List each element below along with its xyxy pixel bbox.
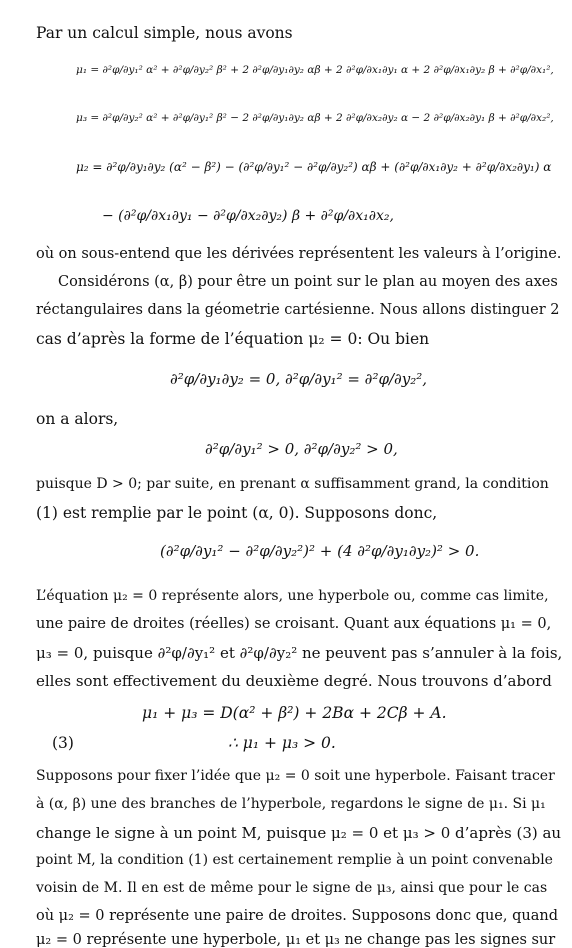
paragraph-consider-line2: réctangulaires dans la géometrie cartésienne. Nous allons distinguer 2 (36, 302, 560, 318)
equation-mu2-line1: μ₂ = ∂²φ/∂y₁∂y₂ (α² − β²) − (∂²φ/∂y₁² − ∂²φ/∂y₂²) αβ + (∂²φ/∂x₁∂y₂ + ∂²φ/∂x₂∂y₁) α (76, 160, 552, 174)
paragraph-consider-line1: Considérons (α, β) pour être un point sur le plan au moyen des axes (58, 274, 558, 290)
paragraph-hyperbola-line4: elles sont effectivement du deuxième degré. Nous trouvons d’abord (36, 672, 552, 690)
paragraph-since-line1: puisque D > 0; par suite, en prenant α suffisamment grand, la condition (36, 476, 549, 492)
paragraph-suppose-line6: où μ₂ = 0 représente une paire de droites. Supposons donc que, quand (36, 908, 558, 924)
equation-mu2-line2: − (∂²φ/∂x₁∂y₁ − ∂²φ/∂x₂∂y₂) β + ∂²φ/∂x₁∂x₂, (102, 208, 394, 224)
paragraph-since-line2: (1) est remplie par le point (α, 0). Supposons donc, (36, 504, 438, 522)
paragraph-suppose-line4: point M, la condition (1) est certainement remplie à un point convenable (36, 852, 553, 868)
equation-mu3: μ₃ = ∂²φ/∂y₂² α² + ∂²φ/∂y₁² β² − 2 ∂²φ/∂y₁∂y₂ αβ + 2 ∂²φ/∂x₂∂y₂ α − 2 ∂²φ/∂x₂∂y₁ β + ∂²φ/∂x₂², (76, 112, 554, 124)
equation-3: ∴ μ₁ + μ₃ > 0. (228, 734, 336, 752)
equation-case1: ∂²φ/∂y₁∂y₂ = 0, ∂²φ/∂y₁² = ∂²φ/∂y₂², (170, 370, 428, 388)
paragraph-suppose-line3: change le signe à un point M, puisque μ₂ = 0 et μ₃ > 0 d’après (3) au (36, 824, 562, 842)
paragraph-suppose-line2: à (α, β) une des branches de l’hyperbole, regardons le signe de μ₁. Si μ₁ (36, 796, 546, 812)
paragraph-consider-line3: cas d’après la forme de l’équation μ₂ = 0: Ou bien (36, 330, 430, 348)
paragraph-hyperbola-line3: μ₃ = 0, puisque ∂²φ/∂y₁² et ∂²φ/∂y₂² ne peuvent pas s’annuler à la fois, (36, 644, 563, 662)
paragraph-then: on a alors, (36, 410, 119, 428)
equation-sum: μ₁ + μ₃ = D(α² + β²) + 2Bα + 2Cβ + A. (142, 704, 447, 722)
paragraph-hyperbola-line2: une paire de droites (réelles) se croisant. Quant aux équations μ₁ = 0, (36, 616, 552, 632)
paragraph-intro: Par un calcul simple, nous avons (36, 24, 293, 42)
equation-label-3: (3) (52, 734, 74, 752)
paragraph-suppose-line7: μ₂ = 0 représente une hyperbole, μ₁ et μ₃ ne change pas les signes sur (36, 932, 556, 948)
equation-case2: ∂²φ/∂y₁² > 0, ∂²φ/∂y₂² > 0, (205, 440, 398, 458)
paragraph-suppose-line5: voisin de M. Il en est de même pour le signe de μ₃, ainsi que pour le cas (36, 880, 548, 896)
equation-mu1: μ₁ = ∂²φ/∂y₁² α² + ∂²φ/∂y₂² β² + 2 ∂²φ/∂y₁∂y₂ αβ + 2 ∂²φ/∂x₁∂y₁ α + 2 ∂²φ/∂x₁∂y₂ β + ∂²φ/∂x₁², (76, 64, 554, 76)
paragraph-suppose-line1: Supposons pour fixer l’idée que μ₂ = 0 soit une hyperbole. Faisant tracer (36, 768, 555, 784)
paragraph-origin-note: où on sous-entend que les dérivées représentent les valeurs à l’origine. (36, 246, 562, 262)
equation-case3: (∂²φ/∂y₁² − ∂²φ/∂y₂²)² + (4 ∂²φ/∂y₁∂y₂)² > 0. (160, 542, 480, 560)
paragraph-hyperbola-line1: L’équation μ₂ = 0 représente alors, une hyperbole ou, comme cas limite, (36, 588, 549, 604)
